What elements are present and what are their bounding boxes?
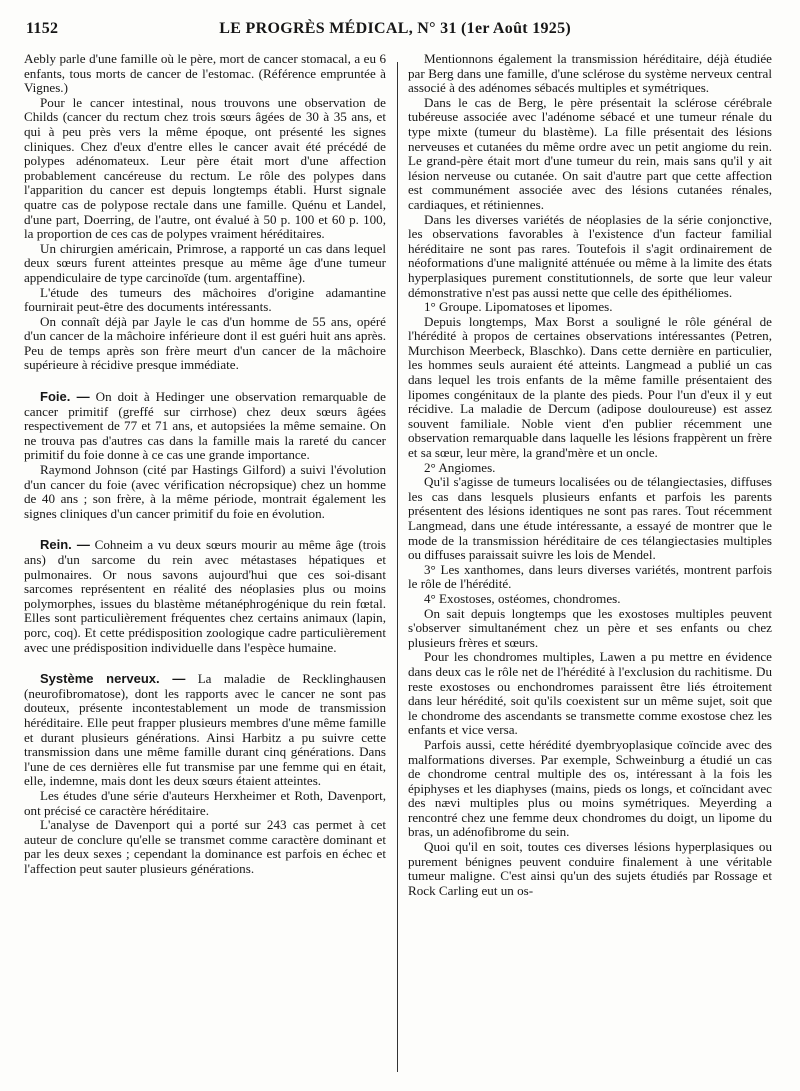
paragraph: Les études d'une série d'auteurs Herxheimer et Roth, Davenport, ont précisé ce caractère héréditaire.	[24, 787, 386, 818]
paragraph: Quoi qu'il en soit, toutes ces diverses lésions hyperplasiques ou purement bénignes peuvent conduire finalement à une véritable tumeur maligne. C'est ainsi qu'un des sujets étudiés par Rossage et Rock Carling eut un os-	[408, 839, 772, 898]
paragraph: Pour le cancer intestinal, nous trouvons une observation de Childs (cancer du rectum chez trois sœurs âgées de 30 à 35 ans, et qui à peu près vers la même époque, ont présenté les signes cliniques. Chez d'eux d'entre elles le cancer avait été précédé de polypes adénomateux. Leur père était mort d'une affection probablement cancéreuse du rectum. Le rôle des polypes dans l'apparition du cancer est depuis longtemps établi. Hurst signale quatre cas de polypose rectale dans une famille. Quénu et Landel, d'une part, Doerring, de l'autre, ont évalué à 50 p. 100 et 60 p. 100, la proportion de ces cas de polypes vraiment héréditaires.	[24, 94, 386, 242]
section-heading: Rein. —	[40, 537, 90, 553]
right-column	[408, 52, 772, 898]
page-header	[26, 20, 772, 48]
section-heading: Système nerveux. —	[40, 671, 186, 687]
running-title: LE PROGRÈS MÉDICAL, N° 31 (1er Août 1925)	[219, 20, 572, 37]
paragraph: Depuis longtemps, Max Borst a souligné le rôle général de l'hérédité à propos de certaines observations intéressantes (Petren, Murchison Meerbeck, Blaschko). Dans cette dernière en particulier, les hommes seuls auraient été atteints. Langmead a publié un cas dans lequel les trois enfants de la même famille présentaient des lipomes congénitaux de la plante des pieds. Pour l'un d'eux il y eut récidive. La maladie de Dercum (adipose douloureuse) est assez souvent familiale. Noble vient d'en publier récemment une observation remarquable dans laquelle les lésions frappèrent un frère et sa sœur, leur mère, la grand'mère et un oncle.	[408, 313, 772, 461]
paragraph: On connaît déjà par Jayle le cas d'un homme de 55 ans, opéré d'un cancer de la mâchoire inférieure dont il est guéri huit ans après. Peu de temps après son frère meurt d'un cancer de la mâchoire supérieure à récidive presque immédiate.	[24, 313, 386, 373]
section-systeme-nerveux: Système nerveux. — La maladie de Recklinghausen (neurofibromatose), dont les rapports avec le cancer ne sont pas douteux, présente incontestablement un mode de transmission héréditaire. Elle peut frapper plusieurs membres d'une même famille et durant plusieurs générations. Ainsi Harbitz a pu suivre cette transmission dans une même famille durant cinq générations. Dans l'une de ces dernières elle fut transmise par une femme qui en était, elle, indemne, mais dont les deux sœurs étaient atteintes.	[24, 671, 386, 789]
paragraph: Parfois aussi, cette hérédité dyembryoplasique coïncide avec des malformations diverses. Par exemple, Schweinburg a étudié un cas de chondrome central multiple des os, intéressant à la fois les épiphyses et les diaphyses (mains, pieds os longs, et coïncidant avec des nævi multiples plus ou moins symétriques. Meyerding a rencontré chez une femme deux chondromes du doigt, un lipome du bras, un adénofibrome du sein.	[408, 736, 772, 840]
section-foie: Foie. — On doit à Hedinger une observation remarquable de cancer primitif (greffé sur cirrhose) chez deux sœurs âgées respectivement de 77 et 71 ans, et autopsiées la même semaine. On ne trouva pas d'autres cas dans la famille mais la rareté du cancer primitif du foie donne à ce cas une grande importance.	[24, 389, 386, 463]
page-number: 1152	[26, 20, 59, 37]
paragraph: Qu'il s'agisse de tumeurs localisées ou de télangiectasies, diffuses les cas dans lesquels plusieurs enfants et parfois les parents présentent des lésions identiques ne sont pas rares. Tout récemment Langmead, dans une étude intéressante, a essayé de montrer que le mode de la transmission héréditaire de ces télangiectasies multiples ou diffuses paraissait suivre les lois de Mendel.	[408, 474, 772, 563]
subheading-lipomes: 1° Groupe. Lipomatoses et lipomes.	[424, 299, 613, 315]
paragraph: Pour les chondromes multiples, Lawen a pu mettre en évidence dans deux cas le rôle net de l'hérédité à l'exclusion du rachitisme. Du reste exostoses ou enchondromes paraissent être liés étroitement dans leur hérédité, soit qu'ils coexistent sur un même sujet, soit que le chondrome des ascendants se transmette comme exostose chez les enfants et vice versa.	[408, 649, 772, 738]
paragraph: Dans les diverses variétés de néoplasies de la série conjonctive, les observations favorables à l'existence d'un facteur familial héréditaire ne sont pas rares. Toutefois il s'agit ordinairement de néoformations d'une malignité atténuée ou même à la limite des états hyperplasiques purement constitutionnels, de sorte que leur valeur démonstrative n'est pas aussi nette que celle des épithéliomes.	[408, 211, 772, 300]
subheading-exostoses: 4° Exostoses, ostéomes, chondromes.	[424, 590, 621, 606]
paragraph: L'étude des tumeurs des mâchoires d'origine adamantine fournirait peut-être des documents intéressants.	[24, 284, 386, 315]
section-rein: Rein. — Cohneim a vu deux sœurs mourir au même âge (trois ans) d'un sarcome du rein avec métastases hépatiques et pulmonaires. Or nous savons aujourd'hui que ces soi-disant sarcomes représentent en réalité des néoplasies plus ou moins polymorphes, issues du blastème métanéphrogénique du rein fœtal. Elles sont particulièrement fréquentes chez certains animaux (lapin, porc, coq). Et cette prédisposition zoologique cadre particulièrement avec une prédisposition individuelle dans l'espèce humaine.	[24, 537, 386, 655]
column-divider	[397, 62, 398, 1072]
section-heading: Foie. —	[40, 389, 90, 405]
subheading-angiomes: 2° Angiomes.	[424, 459, 496, 475]
left-column	[24, 52, 386, 876]
paragraph: On sait depuis longtemps que les exostoses multiples peuvent s'observer simultanément chez un père et ses enfants ou chez plusieurs frères et sœurs.	[408, 605, 772, 650]
paragraph: Aebly parle d'une famille où le père, mort de cancer stomacal, a eu 6 enfants, tous morts de cancer de l'estomac. (Référence empruntée à Vignes.)	[24, 51, 386, 96]
subheading-xanthomes: 3° Les xanthomes, dans leurs diverses variétés, montrent parfois le rôle de l'hérédité.	[408, 561, 772, 592]
paragraph: Mentionnons également la transmission héréditaire, déjà étudiée par Berg dans une famille, d'une sclérose du système nerveux central associé à des adénomes sébacés multiples et symétriques.	[408, 51, 772, 96]
paragraph: Raymond Johnson (cité par Hastings Gilford) a suivi l'évolution d'un cancer du foie (avec vérification nécropsique) chez un homme de 40 ans ; son frère, à la même période, montrait également les signes cliniques d'un cancer primitif du foie en évolution.	[24, 462, 386, 521]
paragraph: L'analyse de Davenport qui a porté sur 243 cas permet à cet auteur de conclure qu'elle se transmet comme caractère dominant et par les deux sexes ; cependant la dominance est parfois en échec et l'affection peut sauter plusieurs générations.	[24, 817, 386, 876]
paragraph: Dans le cas de Berg, le père présentait la sclérose cérébrale tubéreuse associée avec l'adénome sébacé et une tumeur rénale du type mixte (tumeur du blastème). La fille présentait des lésions nerveuses et cutanées du même ordre avec un petit angiome du rein. Le grand-père était mort d'une tumeur du rein, mais sans qu'il y ait lésion nerveuse ou cutanée. On sait d'autre part que cette affection est communément associée avec des lésions cutanées rénales, cardiaques, et rétiniennes.	[408, 94, 772, 212]
paragraph: Un chirurgien américain, Primrose, a rapporté un cas dans lequel deux sœurs furent atteintes presque au même âge d'une tumeur appendiculaire de type carcinoïde (tum. argentaffine).	[24, 240, 386, 285]
